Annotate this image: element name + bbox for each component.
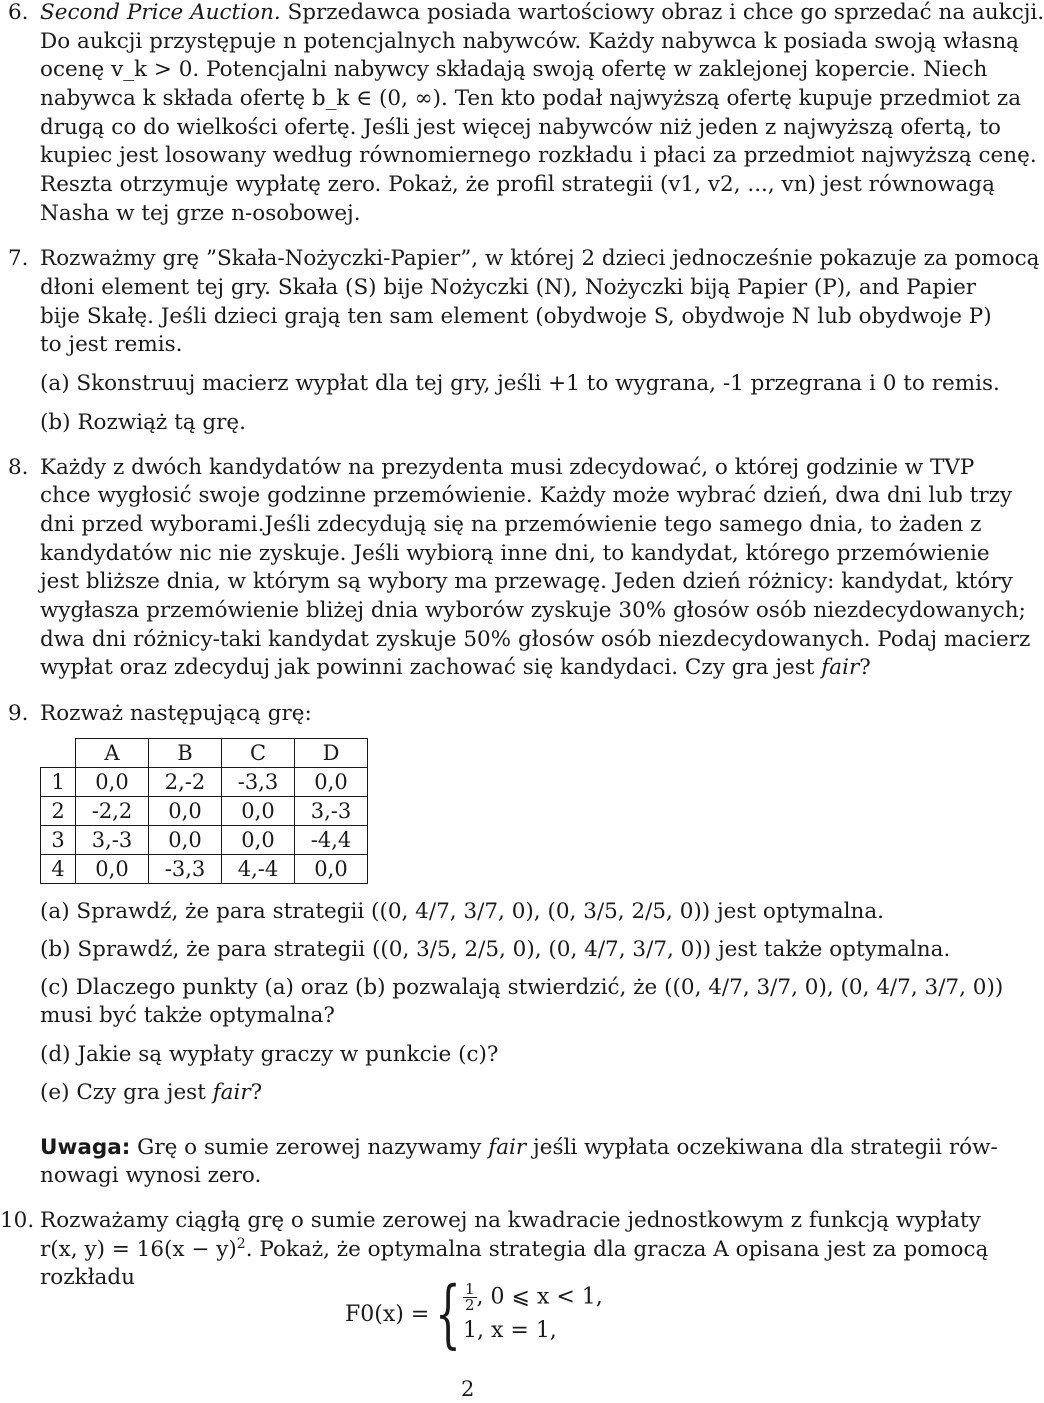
item-6-line-4: nabywca k składa ofertę b_k ∈ (0, ∞). Ten kto podał najwyższą ofertę kupuje przedmiot za (40, 86, 1022, 111)
table-cell: -4,4 (295, 826, 368, 855)
table-cell: -3,3 (222, 768, 295, 797)
item-7-part-b: (b) Rozwiąż tą grę. (40, 410, 246, 435)
item-6-line-5: drugą co do wielkości ofertę. Jeśli jest więcej nabywców niż jeden z najwyższą ofertą, to (40, 115, 1002, 140)
table-cell: 0,0 (76, 855, 149, 884)
item-10-line-2: r(x, $y) = 16(x - y)^2$. Pokaż, że optymalna strategia dla gracza A opisana jest za pomocą (40, 1236, 989, 1262)
table-cell: 3,-3 (76, 826, 149, 855)
item-8-number: 8. (8, 455, 29, 480)
table-corner-cell (41, 739, 76, 768)
item-8-line-7: dwa dni różnicy-taki kandydat zyskuje 50% głosów osób niezdecydowanych. Podaj macierz (40, 627, 1031, 652)
column-header: B (149, 739, 222, 768)
table-cell: 0,0 (222, 826, 295, 855)
left-brace-icon: { (435, 1271, 461, 1357)
item-8-line-5: jest bliższe dnia, w którym są wybory ma przewagę. Jeden dzień różnicy: kandydat, który (40, 569, 1013, 594)
item-8-line-4: kandydatów nic nie zyskuje. Jeśli wybiorą inne dni, to kandydat, którego przemówienie (40, 541, 990, 566)
item-9-part-e: (e) Czy gra jest fair? (40, 1080, 263, 1105)
item-9-part-d: (d) Jakie są wypłaty graczy w punkcie (c)? (40, 1042, 499, 1067)
fair-term: fair (821, 655, 860, 680)
table-cell: 4,-4 (222, 855, 295, 884)
fair-term: fair (488, 1135, 527, 1160)
table-row (41, 826, 368, 855)
item-6-line-2: Do aukcji przystępuje n potencjalnych nabywców. Każdy nabywca k posiada swoją własną (40, 29, 1019, 54)
item-10-line-1: Rozważamy ciągłą grę o sumie zerowej na kwadracie jednostkowym z funkcją wypłaty (40, 1208, 981, 1233)
distribution-formula (345, 1271, 765, 1362)
item-7-line-3: bije Skałę. Jeśli dzieci grają ten sam element (obydwoje S, obydwoje N lub obydwoje P) (40, 304, 992, 329)
table-row (41, 768, 368, 797)
item-7-number: 7. (8, 246, 29, 271)
item-6-title: Second Price Auction. (40, 0, 281, 25)
table-cell: 0,0 (149, 797, 222, 826)
fair-term: fair (212, 1080, 251, 1105)
table-cell: 0,0 (295, 855, 368, 884)
payoff-function: r(x, y) = 16(x − y) (40, 1237, 237, 1262)
table-row (41, 855, 368, 884)
item-6-number: 6. (8, 0, 29, 25)
item-6-line-6: kupiec jest losowany według równomiernego rozkładu i płaci za przedmiot najwyższą cenę. (40, 143, 1037, 168)
row-header: 2 (41, 797, 76, 826)
note-line-2: nowagi wynosi zero. (40, 1163, 262, 1188)
note-label: Uwaga: (40, 1135, 131, 1160)
column-header: A (76, 739, 149, 768)
item-8-line-6: wygłasza przemówienie bliżej dnia wyborów zyskuje 30% głosów osób niezdecydowanych; (40, 598, 1026, 623)
payoff-table (40, 738, 368, 884)
table-cell: 0,0 (222, 797, 295, 826)
item-10-line-3: rozkładu (40, 1265, 135, 1290)
table-cell: 3,-3 (295, 797, 368, 826)
table-cell: -3,3 (149, 855, 222, 884)
item-7-part-a: (a) Skonstruuj macierz wypłat dla tej gry, jeśli +1 to wygrana, -1 przegrana i 0 to remis. (40, 371, 1000, 396)
row-header: 3 (41, 826, 76, 855)
item-7-line-1: Rozważmy grę ”Skała-Nożyczki-Papier”, w której 2 dzieci jednocześnie pokazuje za pomocą (40, 246, 1040, 271)
item-7-line-2: dłoni element tej gry. Skała (S) bije Nożyczki (N), Nożyczki biją Papier (P), and Papier (40, 275, 977, 300)
item-8-line-1: Każdy z dwóch kandydatów na prezydenta musi zdecydować, o której godzinie w TVP (40, 455, 975, 480)
table-row (41, 797, 368, 826)
payoff-table-header-row (41, 739, 368, 768)
item-10-number: 10. (0, 1208, 35, 1233)
page-number: 2 (461, 1377, 475, 1401)
formula-case-1: $\frac{1}{2}$ , 0 ⩽ x < 1, (465, 1280, 603, 1314)
row-header: 4 (41, 855, 76, 884)
item-6-line-1: Second Price Auction. Sprzedawca posiada wartościowy obraz i chce go sprzedać na aukcji. (40, 0, 1044, 25)
column-header: D (295, 739, 368, 768)
table-cell: 0,0 (149, 826, 222, 855)
table-cell: 2,-2 (149, 768, 222, 797)
table-cell: 0,0 (76, 768, 149, 797)
one-half-fraction: $\frac{1}{2}$ (465, 1280, 475, 1314)
item-9-part-b: (b) Sprawdź, że para strategii ((0, 3/5, 2/5, 0), (0, 4/7, 3/7, 0)) jest także optymalna. (40, 937, 951, 962)
item-9-number: 9. (8, 701, 29, 726)
item-9-part-c-line-1: (c) Dlaczego punkty (a) oraz (b) pozwalają stwierdzić, że ((0, 4/7, 3/7, 0), (0, 4/7, 3/7, 0)) (40, 975, 1004, 1000)
item-6-line-7: Reszta otrzymuje wypłatę zero. Pokaż, że profil strategii (v1, v2, ..., vn) jest równowagą (40, 172, 995, 197)
item-8-line-8: wypłat oraz zdecyduj jak powinni zachować się kandydaci. Czy gra jest fair? (40, 655, 871, 680)
item-9-intro: Rozważ następującą grę: (40, 701, 312, 726)
item-7-line-4: to jest remis. (40, 332, 183, 357)
item-8-line-3: dni przed wyborami.Jeśli zdecydują się na przemówienie tego samego dnia, to żaden z (40, 512, 982, 537)
formula-lhs: F0(x) = (345, 1302, 430, 1327)
table-cell: 0,0 (295, 768, 368, 797)
table-cell: -2,2 (76, 797, 149, 826)
row-header: 1 (41, 768, 76, 797)
formula-case-2: 1, x = 1, (463, 1318, 557, 1343)
item-9-part-a: (a) Sprawdź, że para strategii ((0, 4/7, 3/7, 0), (0, 3/5, 2/5, 0)) jest optymalna. (40, 899, 884, 924)
item-8-line-2: chce wygłosić swoje godzinne przemówienie. Każdy może wybrać dzień, dwa dni lub trzy (40, 483, 1013, 508)
item-9-part-c-line-2: musi być także optymalna? (40, 1003, 335, 1028)
note-line-1: Uwaga: Grę o sumie zerowej nazywamy fair jeśli wypłata oczekiwana dla strategii rów- (40, 1135, 998, 1160)
item-6-line-8: Nasha w tej grze n-osobowej. (40, 201, 361, 226)
item-6-line-3: ocenę v_k > 0. Potencjalni nabywcy składają swoją ofertę w zaklejonej kopercie. Niech (40, 57, 988, 82)
column-header: C (222, 739, 295, 768)
